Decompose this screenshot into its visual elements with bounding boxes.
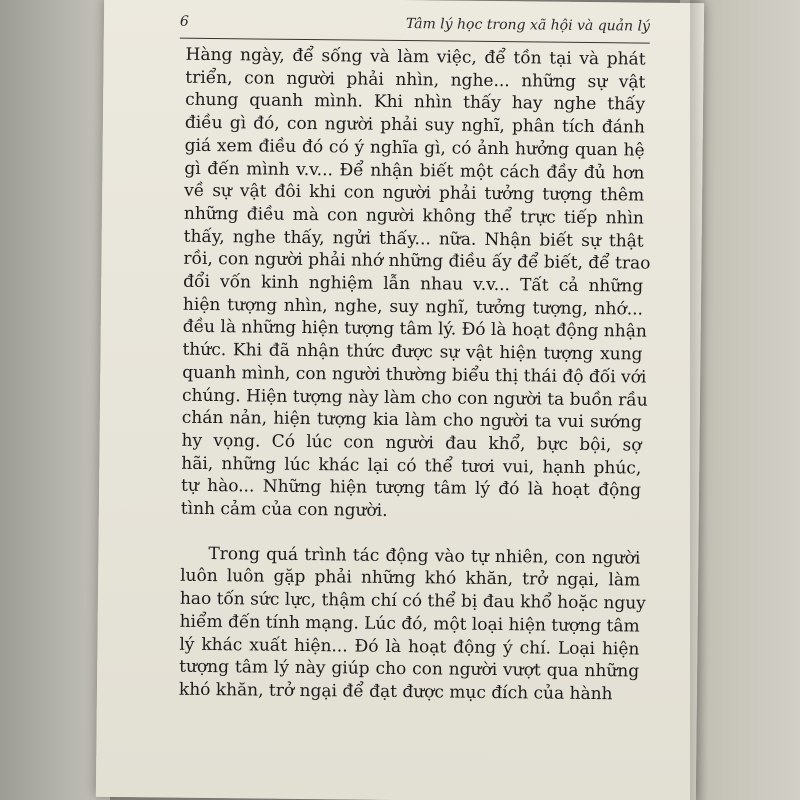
text-line: về sự vật đôi khi con người phải tưởng tượng thêm: [184, 180, 645, 206]
book-page: [96, 0, 704, 800]
text-line: triển, con người phải nhìn, nghe... những sự vật: [185, 67, 646, 93]
text-line: tình cảm của con người.: [180, 498, 388, 521]
text-line: rồi, con người phải nhớ những điều ấy để biết, để trao: [183, 249, 651, 274]
text-line: giá xem điều đó có ý nghĩa gì, có ảnh hưởng quan hệ: [184, 135, 645, 161]
page-header: [180, 10, 650, 44]
text-line: đổi vốn kinh nghiệm lẫn nhau v.v... Tất cả những: [183, 271, 644, 297]
text-line: chung quanh mình. Khi nhìn thấy hay nghe thấy: [185, 90, 646, 115]
background-surface-left: [0, 0, 110, 800]
text-line: hy vọng. Có lúc con người đau khổ, bực bội, sợ: [181, 430, 642, 456]
text-line: tự hào... Những hiện tượng tâm lý đó là hoạt động: [180, 476, 642, 501]
text-line: quanh mình, con người thường biểu thị thái độ đối với: [182, 362, 647, 388]
text-line: những điều mà con người không thể trực tiếp nhìn: [183, 203, 645, 229]
text-line: khó khăn, trở ngại để đạt được mục đích của hành: [178, 679, 613, 705]
text-line: Hàng ngày, để sống và làm việc, để tồn tại và phát: [185, 44, 646, 70]
paragraph-1: [180, 44, 651, 526]
text-line: thấy, nghe thấy, ngửi thấy... nữa. Nhận biết sự thật: [183, 226, 644, 252]
paragraph-2: [178, 542, 646, 706]
text-line: hiện tượng nhìn, nghe, suy nghĩ, tưởng tượng, nhớ...: [182, 294, 644, 320]
text-line: chán nản, hiện tượng kia làm cho người ta vui sướng: [181, 407, 642, 433]
text-line: tượng tâm lý này giúp cho con người vượt qua những: [179, 656, 640, 682]
text-line: chúng. Hiện tượng này làm cho con người ta buồn rầu: [181, 385, 648, 411]
text-line: hiểm đến tính mạng. Lúc đó, một loại hiện tượng tâm: [179, 611, 640, 637]
text-line: lý khác xuất hiện... Đó là hoạt động ý chí. Loại hiện: [179, 634, 640, 660]
text-line: đều là những hiện tượng tâm lý. Đó là hoạt động nhận: [182, 317, 647, 343]
text-line: gì đến mình v.v... Để nhận biết một cách đầy đủ hơn: [184, 158, 645, 184]
body-text: [178, 44, 651, 706]
text-line: thức. Khi đã nhận thức được sự vật hiện tượng xung: [182, 339, 643, 365]
text-line: Trong quá trình tác động vào tự nhiên, con người: [208, 543, 641, 569]
text-line: luôn luôn gặp phải những khó khăn, trở ngại, làm: [180, 566, 641, 591]
page-number: 6: [179, 13, 189, 30]
text-line: hãi, những lúc khác lại có thể tươi vui, hạnh phúc,: [181, 453, 642, 479]
text-line: hao tốn sức lực, thậm chí có thể bị đau khổ hoặc nguy: [179, 588, 646, 614]
text-line: điều gì đó, con người phải suy nghĩ, phân tích đánh: [184, 112, 645, 138]
running-title: Tâm lý học trong xã hội và quản lý: [405, 16, 651, 35]
page-edge-shadow: [690, 0, 708, 800]
